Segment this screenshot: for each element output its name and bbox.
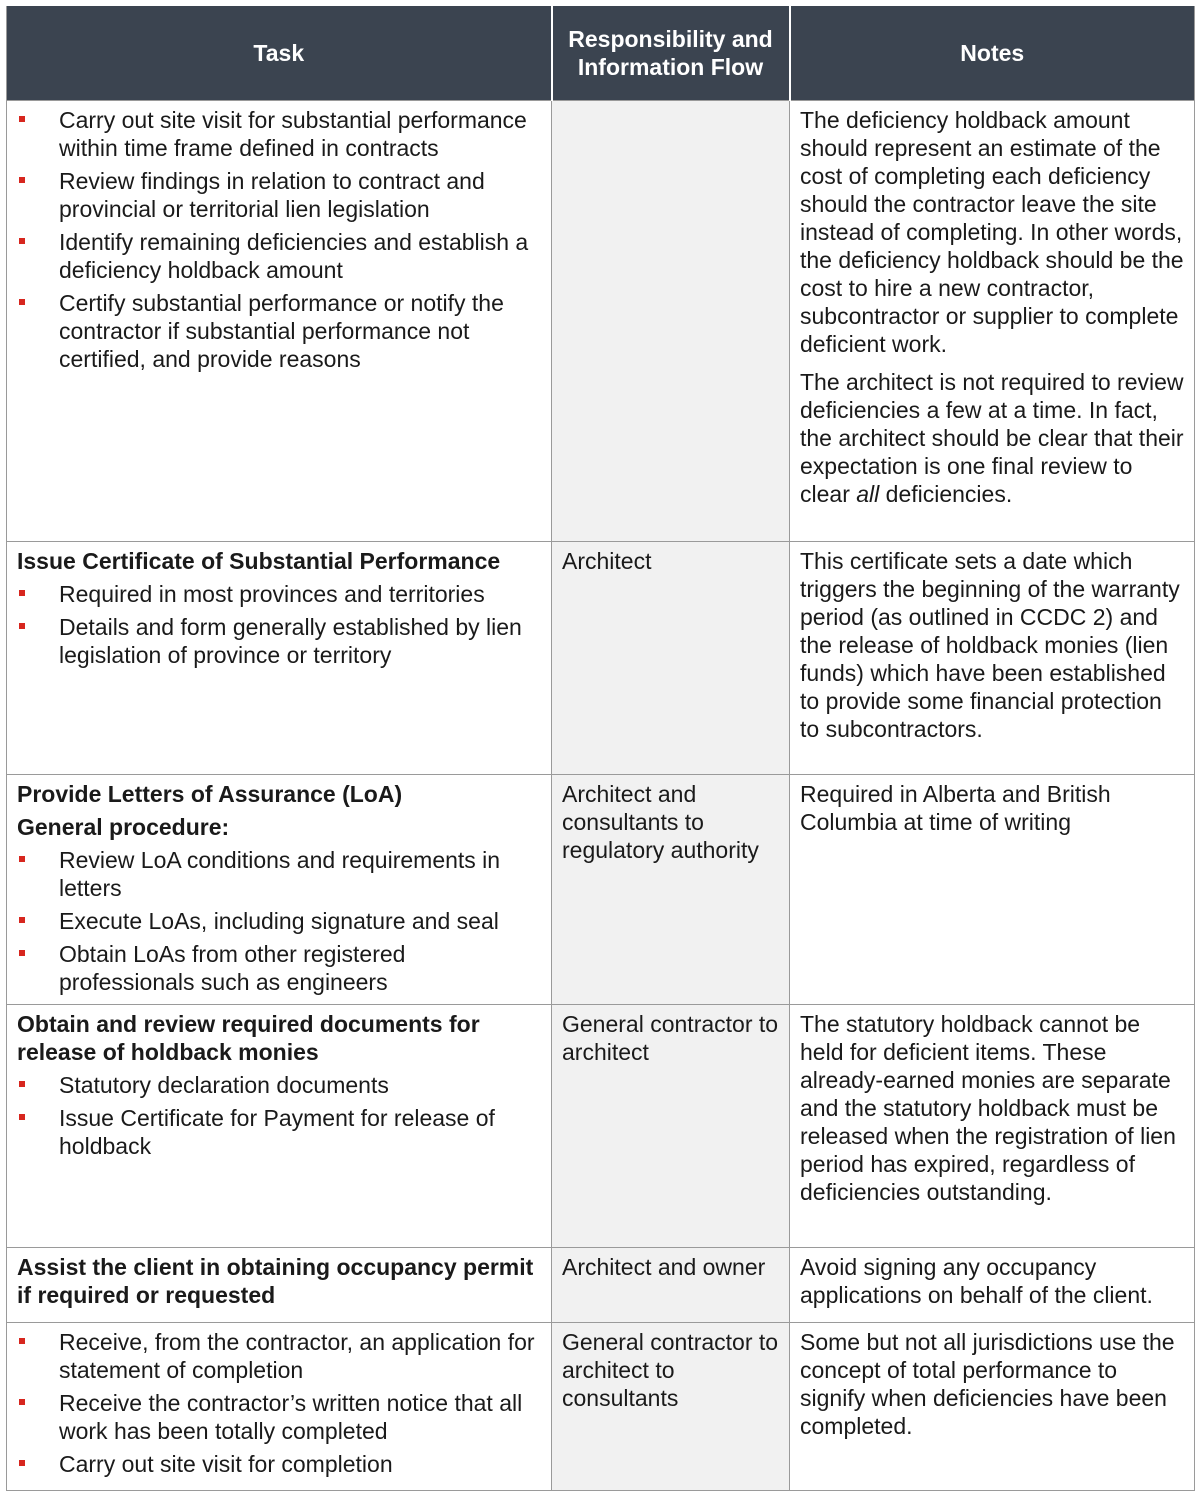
task-bullet-list	[17, 580, 543, 669]
list-item: Identify remaining deficiencies and establish a deficiency holdback amount	[17, 228, 543, 284]
notes-cell	[790, 1248, 1195, 1323]
notes-cell	[790, 1005, 1195, 1248]
list-item: Details and form generally established by lien legislation of province or territory	[17, 613, 543, 669]
task-title: Assist the client in obtaining occupancy permit if required or requested	[17, 1254, 534, 1308]
table-row	[7, 101, 1195, 542]
notes-cell	[790, 775, 1195, 1005]
bullet-square-icon	[19, 299, 25, 305]
header-notes: Notes	[790, 6, 1195, 101]
task-title: Obtain and review required documents for release of holdback monies	[17, 1011, 480, 1065]
task-subtitle: General procedure:	[17, 814, 230, 840]
bullet-square-icon	[19, 950, 25, 956]
bullet-square-icon	[19, 590, 25, 596]
note-paragraph: The statutory holdback cannot be held for deficient items. These already-earned monies are separate and the statutory holdback must be released when the registration of lien period has expired, regardless of deficiencies outstanding.	[800, 1011, 1176, 1205]
header-task: Task	[7, 6, 552, 101]
bullet-square-icon	[19, 856, 25, 862]
table-row	[7, 1248, 1195, 1323]
header-responsibility: Responsibility and Information Flow	[552, 6, 790, 101]
list-item: Required in most provinces and territories	[17, 580, 543, 608]
task-title: Issue Certificate of Substantial Performance	[17, 548, 501, 574]
notes-cell	[790, 542, 1195, 775]
task-bullet-list	[17, 1071, 543, 1160]
responsibility-cell: General contractor to architect	[552, 1005, 790, 1248]
task-bullet-list	[17, 846, 543, 996]
task-cell	[7, 542, 552, 775]
notes-cell	[790, 1323, 1195, 1491]
table-row	[7, 542, 1195, 775]
task-bullet-list	[17, 106, 543, 373]
bullet-square-icon	[19, 1399, 25, 1405]
list-item: Issue Certificate for Payment for release of holdback	[17, 1104, 543, 1160]
task-cell	[7, 775, 552, 1005]
table-row	[7, 775, 1195, 1005]
note-paragraph: This certificate sets a date which triggers the beginning of the warranty period (as outlined in CCDC 2) and the release of holdback monies (lien funds) which have been established to provide some financial protection to subcontractors.	[800, 548, 1180, 742]
bullet-square-icon	[19, 1460, 25, 1466]
responsibility-cell: Architect and consultants to regulatory authority	[552, 775, 790, 1005]
bullet-square-icon	[19, 177, 25, 183]
bullet-square-icon	[19, 917, 25, 923]
list-item: Execute LoAs, including signature and seal	[17, 907, 543, 935]
task-cell	[7, 1248, 552, 1323]
list-item: Certify substantial performance or notify the contractor if substantial performance not certified, and provide reasons	[17, 289, 543, 373]
bullet-square-icon	[19, 1114, 25, 1120]
task-cell	[7, 1005, 552, 1248]
responsibility-cell	[552, 101, 790, 542]
note-paragraph: Required in Alberta and British Columbia at time of writing	[800, 781, 1111, 835]
note-paragraph: Avoid signing any occupancy applications on behalf of the client.	[800, 1254, 1153, 1308]
notes-cell	[790, 101, 1195, 542]
responsibility-cell: Architect	[552, 542, 790, 775]
note-paragraph: Some but not all jurisdictions use the concept of total performance to signify when deficiencies have been completed.	[800, 1329, 1175, 1439]
bullet-square-icon	[19, 1338, 25, 1344]
task-cell	[7, 1323, 552, 1491]
list-item: Review findings in relation to contract and provincial or territorial lien legislation	[17, 167, 543, 223]
list-item: Obtain LoAs from other registered professionals such as engineers	[17, 940, 543, 996]
task-cell	[7, 101, 552, 542]
bullet-square-icon	[19, 623, 25, 629]
list-item: Receive, from the contractor, an application for statement of completion	[17, 1328, 543, 1384]
task-title: Provide Letters of Assurance (LoA)	[17, 781, 403, 807]
note-paragraph: The deficiency holdback amount should represent an estimate of the cost of completing each deficiency should the contractor leave the site instead of completing. In other words, the deficiency holdback should be the cost to hire a new contractor, subcontractor or supplier to complete deficient work.	[800, 107, 1184, 357]
note-paragraph: The architect is not required to review deficiencies a few at a time. In fact, the architect should be clear that their expectation is one final review to clear all deficiencies.	[800, 369, 1184, 507]
list-item: Review LoA conditions and requirements in letters	[17, 846, 543, 902]
bullet-square-icon	[19, 1081, 25, 1087]
table-header-row	[7, 6, 1195, 101]
bullet-square-icon	[19, 238, 25, 244]
list-item: Receive the contractor’s written notice that all work has been totally completed	[17, 1389, 543, 1445]
bullet-square-icon	[19, 116, 25, 122]
table-row	[7, 1323, 1195, 1491]
list-item: Statutory declaration documents	[17, 1071, 543, 1099]
task-bullet-list	[17, 1328, 543, 1478]
list-item: Carry out site visit for substantial performance within time frame defined in contracts	[17, 106, 543, 162]
responsibility-cell: General contractor to architect to consultants	[552, 1323, 790, 1491]
lien-procedure-table	[6, 6, 1195, 1491]
list-item: Carry out site visit for completion	[17, 1450, 543, 1478]
table-row	[7, 1005, 1195, 1248]
responsibility-cell: Architect and owner	[552, 1248, 790, 1323]
